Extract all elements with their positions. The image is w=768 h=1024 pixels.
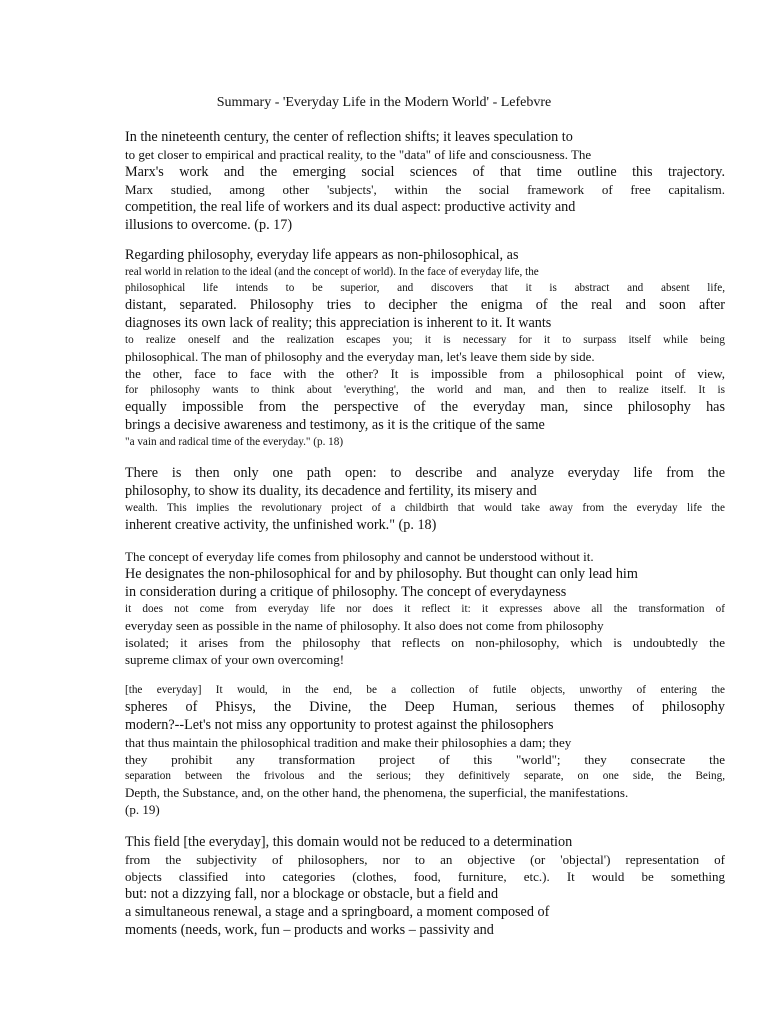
- text-line: In the nineteenth century, the center of reflection shifts; it leaves speculation to: [125, 129, 573, 145]
- text-line: isolated; it arises from the philosophy that reflects on non-philosophy, which is undoubtedly the: [125, 635, 725, 650]
- text-line: [the everyday] It would, in the end, be a collection of futile objects, unworthy of entering the: [125, 684, 725, 696]
- paragraph-2: [125, 246, 725, 450]
- text-line: inherent creative activity, the unfinished work." (p. 18): [125, 517, 437, 533]
- text-line: philosophical life intends to be superior, and discovers that it is abstract and absent life,: [125, 282, 725, 294]
- text-line: spheres of Phisys, the Divine, the Deep Human, serious themes of philosophy: [125, 699, 725, 715]
- text-line: Marx studied, among other 'subjects', within the social framework of free capitalism.: [125, 182, 725, 197]
- text-line: philosophy, to show its duality, its decadence and fertility, its misery and: [125, 483, 537, 499]
- text-line: The concept of everyday life comes from philosophy and cannot be understood without it.: [125, 549, 594, 564]
- text-line: He designates the non-philosophical for and by philosophy. But thought can only lead him: [125, 566, 638, 582]
- text-line: "a vain and radical time of the everyday." (p. 18): [125, 436, 344, 448]
- paragraph-6: [125, 833, 725, 939]
- text-line: diagnoses its own lack of reality; this appreciation is inherent to it. It wants: [125, 315, 552, 331]
- document-title: Summary - 'Everyday Life in the Modern World' - Lefebvre: [216, 95, 552, 110]
- text-line: a simultaneous renewal, a stage and a springboard, a moment composed of: [125, 904, 550, 920]
- paragraph-3: [125, 464, 725, 534]
- text-line: wealth. This implies the revolutionary project of a childbirth that would take away from the everyday life the: [125, 502, 725, 514]
- text-line: moments (needs, work, fun – products and works – passivity and: [125, 922, 494, 938]
- text-line: the other, face to face with the other? It is impossible from a philosophical point of view,: [125, 366, 725, 381]
- text-line: philosophical. The man of philosophy and the everyday man, let's leave them side by side.: [125, 349, 595, 364]
- text-line: but: not a dizzying fall, nor a blockage or obstacle, but a field and: [125, 886, 499, 902]
- text-line: that thus maintain the philosophical tradition and make their philosophies a dam; they: [125, 735, 572, 750]
- text-line: for philosophy wants to think about 'everything', the world and man, and then to realize itself. It is: [125, 384, 725, 396]
- text-line: competition, the real life of workers and its dual aspect: productive activity and: [125, 199, 576, 215]
- text-line: Depth, the Substance, and, on the other hand, the phenomena, the superficial, the manifestations.: [125, 785, 629, 800]
- text-line: illusions to overcome. (p. 17): [125, 217, 293, 233]
- text-line: they prohibit any transformation project of this "world"; they consecrate the: [125, 752, 725, 767]
- text-line: There is then only one path open: to describe and analyze everyday life from the: [125, 465, 725, 481]
- text-line: it does not come from everyday life nor does it reflect it: it expresses above all the transformation of: [125, 603, 725, 615]
- text-line: in consideration during a critique of philosophy. The concept of everydayness: [125, 584, 567, 600]
- text-line: (p. 19): [125, 802, 160, 817]
- paragraph-5: [125, 682, 725, 818]
- text-line: distant, separated. Philosophy tries to decipher the enigma of the real and soon after: [125, 297, 725, 313]
- text-line: separation between the frivolous and the serious; they definitively separate, on one side, the Being,: [125, 770, 725, 782]
- text-line: equally impossible from the perspective of the everyday man, since philosophy has: [125, 399, 725, 415]
- text-line: everyday seen as possible in the name of philosophy. It also does not come from philosophy: [125, 618, 604, 633]
- text-line: from the subjectivity of philosophers, nor to an objective (or 'objectal') representation of: [125, 852, 725, 867]
- text-line: modern?--Let's not miss any opportunity to protest against the philosophers: [125, 717, 554, 733]
- text-line: objects classified into categories (clothes, food, furniture, etc.). It would be something: [125, 869, 725, 884]
- text-line: brings a decisive awareness and testimony, as it is the critique of the same: [125, 417, 545, 433]
- text-line: This field [the everyday], this domain would not be reduced to a determination: [125, 834, 573, 850]
- text-line: Marx's work and the emerging social sciences of that time outline this trajectory.: [125, 164, 725, 180]
- text-line: to realize oneself and the realization escapes you; it is necessary for it to surpass itself while being: [125, 334, 725, 346]
- text-line: real world in relation to the ideal (and the concept of world). In the face of everyday life, the: [125, 266, 539, 278]
- text-line: supreme climax of your own overcoming!: [125, 652, 345, 667]
- text-line: to get closer to empirical and practical reality, to the "data" of life and consciousness. The: [125, 147, 592, 162]
- paragraph-4: [125, 548, 725, 668]
- paragraph-1: [125, 128, 725, 234]
- text-line: Regarding philosophy, everyday life appears as non-philosophical, as: [125, 247, 519, 263]
